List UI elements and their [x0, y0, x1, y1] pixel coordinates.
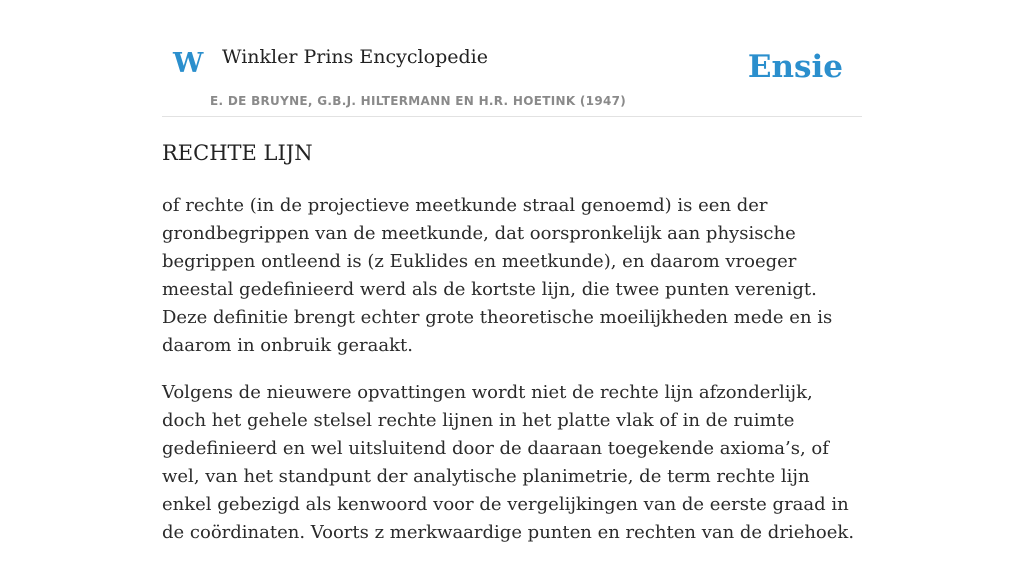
authors-line: E. DE BRUYNE, G.B.J. HILTERMANN EN H.R. HOETINK (1947): [210, 94, 627, 108]
article-title: RECHTE LIJN: [162, 141, 313, 165]
winkler-prins-logo-icon[interactable]: W: [173, 48, 204, 79]
publication-title[interactable]: Winkler Prins Encyclopedie: [222, 46, 488, 68]
header: [162, 0, 862, 117]
article-paragraph: of rechte (in de projectieve meetkunde straal genoemd) is een der grondbegrippen van de meetkunde, dat oorspronkelijk aan physische begrippen ontleend is (z Euklides en meetkunde), en daarom vroeger meestal gedefinieerd werd als de kortste lijn, die twee punten verenigt. Deze definitie brengt echter grote theoretische moeilijkheden mede en is daarom in onbruik geraakt.: [162, 195, 833, 356]
article-paragraph: Volgens de nieuwere opvattingen wordt niet de rechte lijn afzonderlijk, doch het gehele stelsel rechte lijnen in het platte vlak of in de ruimte gedefinieerd en wel uitsluitend door de daaraan toegekende axioma’s, of wel, van het standpunt der analytische planimetrie, de term rechte lijn enkel gebezigd als kenwoord voor de vergelijkingen van de eerste graad in de coördinaten. Voorts z merkwaardige punten en rechten van de driehoek.: [162, 382, 855, 543]
ensie-logo[interactable]: Ensie: [747, 49, 843, 85]
article-body: [162, 192, 862, 566]
